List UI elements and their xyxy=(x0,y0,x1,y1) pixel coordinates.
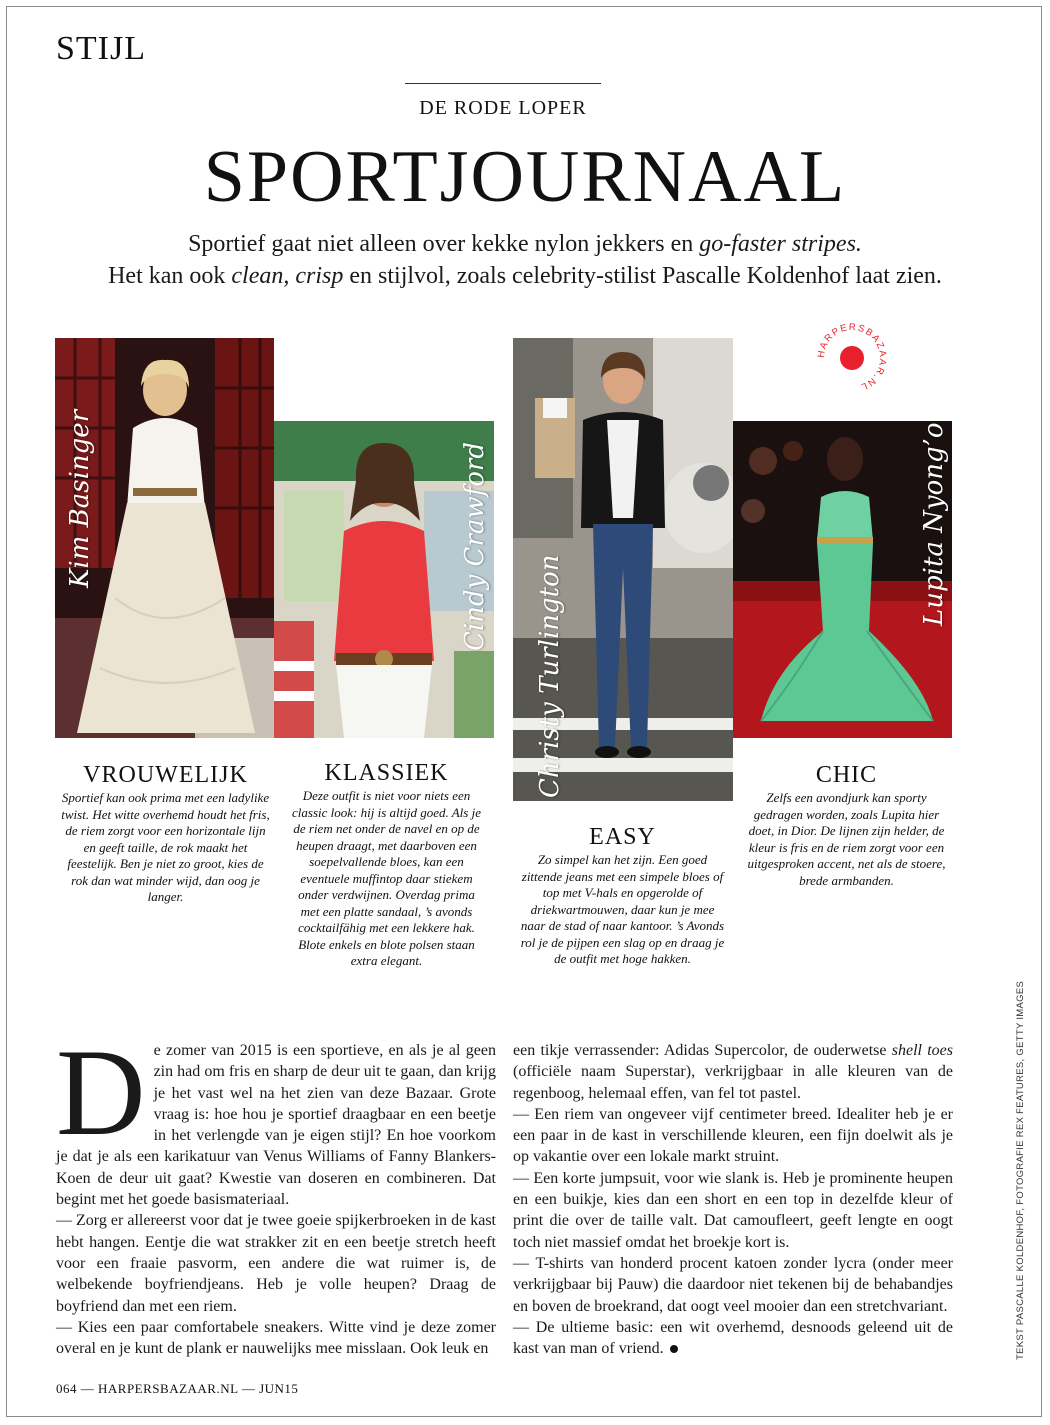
intro-text: Sportief gaat niet alleen over kekke nylon jekkers en xyxy=(188,231,700,257)
look-text: Zo simpel kan het zijn. Een goed zittende jeans met een simpele bloes of top met V-hals en opgerolde of driekwartmouwen, daar kun je mee naar de stad of naar kantoor. ’s Avonds rol je de pijpen een slag op en draag je de outfit met hoge hakken. xyxy=(520,852,725,966)
photo-name: Lupita Nyong’o xyxy=(919,422,949,626)
svg-text:HARPERSBAZAAR.NL: HARPERSBAZAAR.NL xyxy=(815,321,889,393)
photo-credit: TEKST PASCALLE KOLDENHOF, FOTOGRAFIE REX FEATURES, GETTY IMAGES xyxy=(1015,980,1026,1360)
look-caption xyxy=(519,824,726,968)
photo-christy-turlington xyxy=(513,338,733,801)
harpersbazaar-stamp-icon xyxy=(812,318,892,398)
photo-name: Kim Basinger xyxy=(65,409,95,588)
article-column-1 xyxy=(56,1024,496,1359)
look-title: CHIC xyxy=(815,762,878,788)
look-title: KLASSIEK xyxy=(324,760,449,786)
folio: 064 — HARPERSBAZAAR.NL — JUN15 xyxy=(56,1381,299,1396)
look-caption xyxy=(58,762,273,906)
end-mark-icon xyxy=(670,1345,678,1353)
headline: SPORTJOURNAAL xyxy=(203,136,847,218)
paragraph xyxy=(513,1040,953,1104)
drop-cap: D xyxy=(56,1024,146,1161)
paragraph xyxy=(513,1317,953,1360)
look-title: VROUWELIJK xyxy=(83,762,248,788)
look-caption xyxy=(743,762,950,889)
section-label: STIJL xyxy=(56,30,146,67)
paragraph: e zomer van 2015 is een sportieve, en als je al geen zin had om fris en sharp de deur uit te gaan, dan krijg je het vast wel na het zien van deze Bazaar. Grote vraag is: hoe hou je sportief draagbaar en een beetje in het verlengde van je eigen stijl? En hoe voorkom je dat je als een karikatuur van Venus Williams of Fanny Blankers-Koen de deur uit gaat? Kwestie van doseren en combineren. Dat begint met het goede basismateriaal. xyxy=(56,1042,496,1209)
photo-name: Cindy Crawford xyxy=(460,442,490,651)
look-caption xyxy=(290,760,483,970)
paragraph: — Een riem van ongeveer vijf centimeter breed. Idealiter heb je er een paar in de kast in verschillende kleuren, een fijn doelwit als je op vakantie over een lokale markt struint. xyxy=(513,1105,953,1166)
text-run: (officiële naam Superstar), verkrijgbaar in alle kleuren van de regenboog, helemaal effen, van fel tot pastel. xyxy=(513,1063,953,1102)
look-text: Zelfs een avondjurk kan sporty gedragen worden, zoals Lupita hier doet, in Dior. De lijnen zijn helder, de kleur is fris en de riem zorgt voor een uitgesproken accent, net als de stoere, brede armbanden. xyxy=(747,790,946,888)
intro-italic: clean, crisp xyxy=(231,263,344,289)
paragraph: — Kies een paar comfortabele sneakers. Witte vind je deze zomer overal en je kunt de plank er nauwelijks mee misslaan. Ook leuk en xyxy=(56,1318,496,1358)
photo-lupita-nyongo xyxy=(733,421,952,738)
text-italic: shell toes xyxy=(891,1042,953,1059)
photo-name: Christy Turlington xyxy=(535,554,565,798)
look-text: Sportief kan ook prima met een ladylike twist. Het witte overhemd houdt het fris, de riem zorgt voor een horizontale lijn en geeft taille, de rok maakt het feestelijk. Ben je niet zo groot, kies de rok dan wat minder wijd, dan oog je langer. xyxy=(61,790,270,904)
text-run: een tikje verrassender: Adidas Supercolor, de ouderwetse xyxy=(513,1042,892,1059)
photo-cindy-crawford xyxy=(274,421,494,738)
intro-italic: go-faster stripes. xyxy=(699,231,862,257)
article-column-2 xyxy=(513,1040,953,1359)
look-title: EASY xyxy=(589,824,656,850)
intro-text: en stijlvol, zoals celebrity-stilist Pascalle Koldenhof laat zien. xyxy=(343,263,942,289)
intro-text: Het kan ook xyxy=(108,263,232,289)
intro xyxy=(100,228,950,292)
text-run: — De ultieme basic: een wit overhemd, desnoods geleend uit de kast van man of vriend. xyxy=(513,1318,953,1358)
paragraph: — T-shirts van honderd procent katoen zonder lycra (onder meer verkrijgbaar bij Pauw) die daardoor niet tekenen bij de behabandjes en boven de broekrand, dat oogt veel mooier dan een stretchvariant. xyxy=(513,1254,953,1315)
photo-kim-basinger xyxy=(55,338,274,738)
paragraph: — Een korte jumpsuit, voor wie slank is. Heb je prominente heupen en een buikje, kies dan een short en een top in dezelfde kleur of print die over de taille valt. Dat camoufleert, geeft lengte en oogt toch niet massief omdat het broekje kort is. xyxy=(513,1169,953,1251)
kicker: DE RODE LOPER xyxy=(405,83,601,120)
look-text: Deze outfit is niet voor niets een classic look: hij is altijd goed. Als je de riem net onder de navel en op de heupen draagt, met daarboven een soepelvallende bloes, kan een eventuele muffintop daar stiekem onder verdwijnen. Overdag prima met een platte sandaal, ’s avonds cocktailfähig met een lekkere hak. Blote enkels en blote polsen staan extra elegant. xyxy=(292,788,481,968)
paragraph: — Zorg er allereerst voor dat je twee goeie spijkerbroeken in de kast hebt hangen. Eentje die wat strakker zit en een beetje stretch heeft voor een fraaie pasvorm, een andere die wat ruimer is, de welbekende boyfriendjeans. Heb je volle heupen? Draag de boyfriend dan met een riem. xyxy=(56,1212,496,1315)
